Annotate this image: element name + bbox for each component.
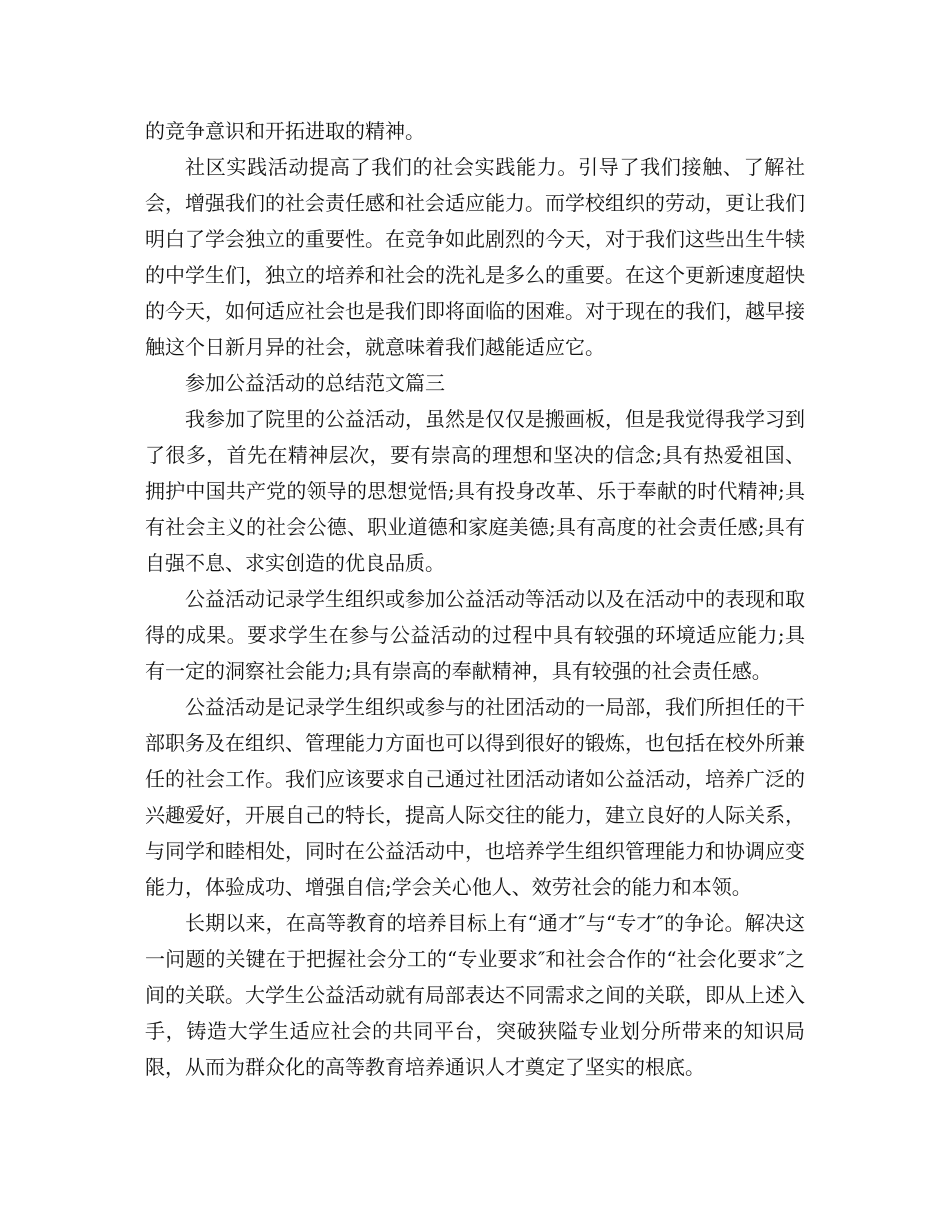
section-heading: 参加公益活动的总结范文篇三 bbox=[185, 371, 445, 395]
paragraph-generalist-specialist: 长期以来，在高等教育的培养目标上有“通才″与“专才″的争论。解决这一问题的关键在于把握社会分工的“专业要求″和社会合作的“社会化要求″之间的关联。大学生公益活动就有局部表达不同需求之间的关联，即从上述入手，铸造大学生适应社会的共同平台，突破狭隘专业划分所带来的知识局限，从而为群众化的高等教育培养通识人才奠定了坚实的根底。 bbox=[145, 911, 805, 1079]
paragraph-continued: 的竞争意识和开拓进取的精神。 bbox=[145, 119, 425, 143]
paragraph-activity-record: 公益活动记录学生组织或参加公益活动等活动以及在活动中的表现和取得的成果。要求学生在参与公益活动的过程中具有较强的环境适应能力;具有一定的洞察社会能力;具有崇高的奉献精神，具有较强的社会责任感。 bbox=[145, 587, 805, 683]
paragraph-volunteer-experience: 我参加了院里的公益活动，虽然是仅仅是搬画板，但是我觉得我学习到了很多，首先在精神层次，要有崇高的理想和坚决的信念;具有热爱祖国、拥护中国共产党的领导的思想觉悟;具有投身改革、乐于奉献的时代精神;具有社会主义的社会公德、职业道德和家庭美德;具有高度的社会责任感;具有自强不息、求实创造的优良品质。 bbox=[145, 407, 805, 575]
paragraph-community-practice: 社区实践活动提高了我们的社会实践能力。引导了我们接触、了解社会，增强我们的社会责任感和社会适应能力。而学校组织的劳动，更让我们明白了学会独立的重要性。在竞争如此剧烈的今天，对于我们这些出生牛犊的中学生们，独立的培养和社会的洗礼是多么的重要。在这个更新速度超快的今天，如何适应社会也是我们即将面临的困难。对于现在的我们，越早接触这个日新月异的社会，就意味着我们越能适应它。 bbox=[145, 155, 805, 359]
document-body bbox=[145, 113, 805, 1085]
paragraph-club-activities: 公益活动是记录学生组织或参与的社团活动的一局部，我们所担任的干部职务及在组织、管理能力方面也可以得到很好的锻炼，也包括在校外所兼任的社会工作。我们应该要求自己通过社团活动诸如公益活动，培养广泛的兴趣爱好，开展自己的特长，提高人际交往的能力，建立良好的人际关系，与同学和睦相处，同时在公益活动中，也培养学生组织管理能力和协调应变能力，体验成功、增强自信;学会关心他人、效劳社会的能力和本领。 bbox=[145, 695, 805, 899]
